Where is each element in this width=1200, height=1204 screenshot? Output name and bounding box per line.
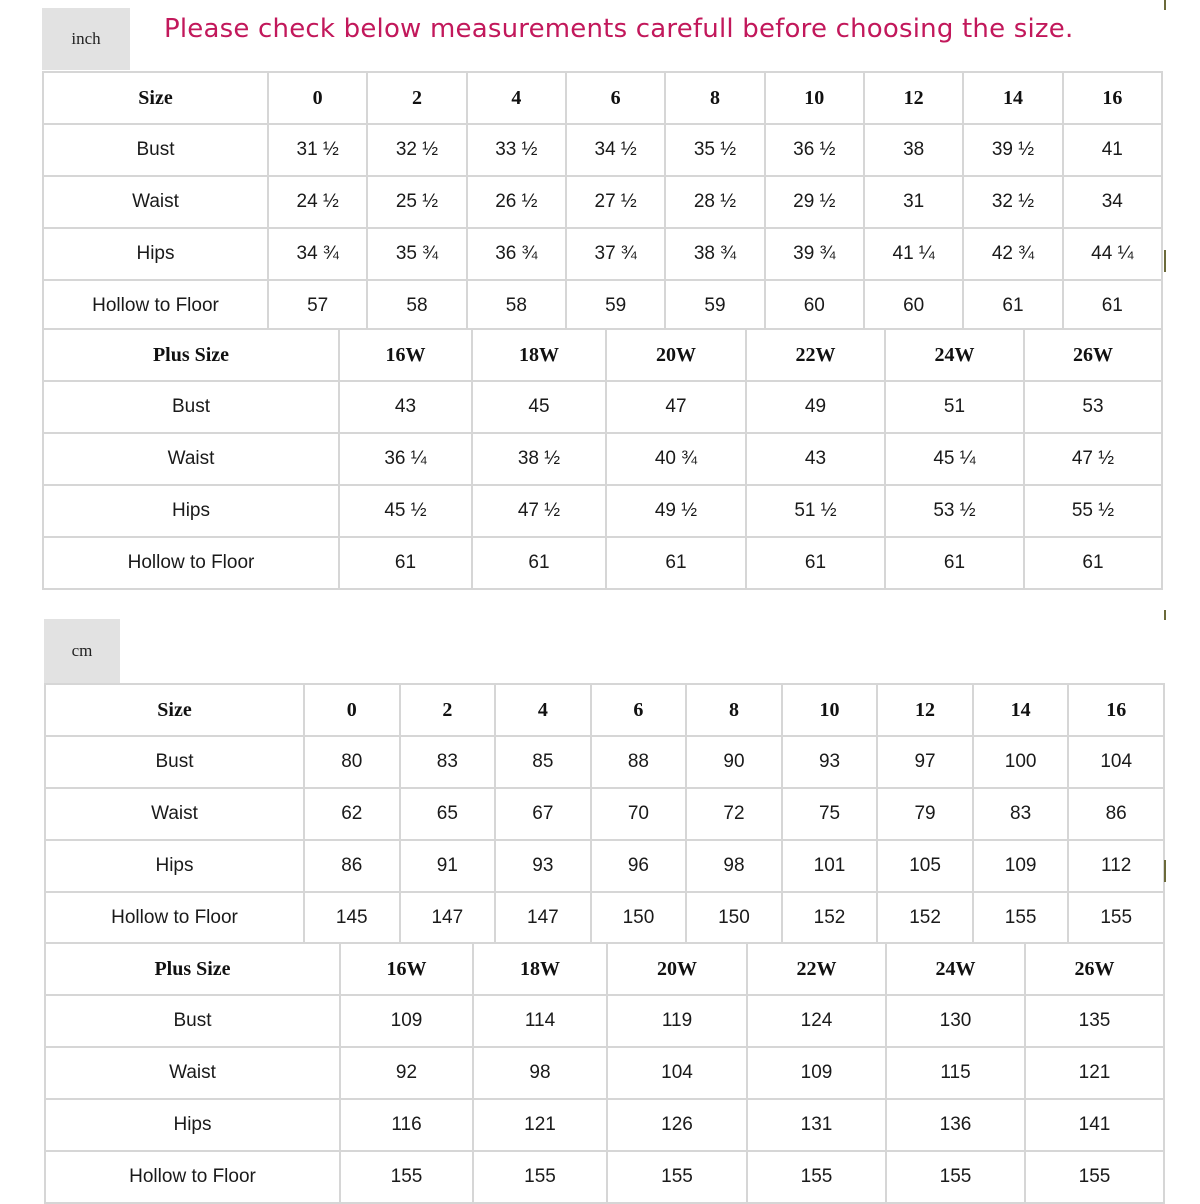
measurement-value: 51 bbox=[885, 381, 1024, 433]
measurement-value: 45 bbox=[472, 381, 606, 433]
inch-size-table bbox=[42, 71, 1163, 333]
measurement-value: 65 bbox=[400, 788, 496, 840]
table-row bbox=[43, 433, 1162, 485]
measurement-value: 55 ½ bbox=[1024, 485, 1162, 537]
measurement-value: 36 ¾ bbox=[467, 228, 566, 280]
measurement-value: 152 bbox=[782, 892, 878, 944]
size-header-cell: 20W bbox=[606, 329, 746, 381]
cm-size-table bbox=[44, 683, 1165, 945]
measurement-value: 75 bbox=[782, 788, 878, 840]
table-row bbox=[43, 280, 1162, 332]
inch-plus-size-table bbox=[42, 328, 1163, 590]
measurement-value: 147 bbox=[400, 892, 496, 944]
size-header-cell: 16 bbox=[1068, 684, 1164, 736]
measurement-value: 124 bbox=[747, 995, 886, 1047]
measurement-value: 34 ¾ bbox=[268, 228, 367, 280]
measurement-value: 43 bbox=[339, 381, 472, 433]
table-row bbox=[45, 788, 1164, 840]
measurement-value: 155 bbox=[1025, 1151, 1164, 1203]
measurement-value: 85 bbox=[495, 736, 591, 788]
measurement-value: 91 bbox=[400, 840, 496, 892]
measurement-value: 101 bbox=[782, 840, 878, 892]
measurement-value: 61 bbox=[606, 537, 746, 589]
table-row bbox=[43, 228, 1162, 280]
measurement-label: Waist bbox=[43, 176, 268, 228]
measurement-value: 31 ½ bbox=[268, 124, 367, 176]
measurement-value: 155 bbox=[473, 1151, 607, 1203]
measurement-value: 109 bbox=[747, 1047, 886, 1099]
measurement-value: 61 bbox=[963, 280, 1062, 332]
header-row bbox=[45, 684, 1164, 736]
size-header-cell: 8 bbox=[665, 72, 764, 124]
measurement-value: 92 bbox=[340, 1047, 473, 1099]
measurement-value: 61 bbox=[885, 537, 1024, 589]
measurement-value: 35 ¾ bbox=[367, 228, 466, 280]
size-header-cell: 2 bbox=[367, 72, 466, 124]
measurement-value: 58 bbox=[367, 280, 466, 332]
table-row bbox=[43, 176, 1162, 228]
measurement-value: 35 ½ bbox=[665, 124, 764, 176]
measurement-value: 39 ¾ bbox=[765, 228, 864, 280]
measurement-label: Hollow to Floor bbox=[45, 1151, 340, 1203]
measurement-label: Waist bbox=[45, 788, 304, 840]
header-row bbox=[45, 943, 1164, 995]
measurement-value: 34 ½ bbox=[566, 124, 665, 176]
measurement-value: 57 bbox=[268, 280, 367, 332]
measurement-value: 44 ¼ bbox=[1063, 228, 1162, 280]
measurement-value: 60 bbox=[765, 280, 864, 332]
measurement-value: 135 bbox=[1025, 995, 1164, 1047]
size-header-cell: 24W bbox=[885, 329, 1024, 381]
measurement-value: 104 bbox=[1068, 736, 1164, 788]
measurement-value: 130 bbox=[886, 995, 1025, 1047]
size-header-cell: 18W bbox=[472, 329, 606, 381]
size-header-cell: 10 bbox=[782, 684, 878, 736]
edge-marker bbox=[1164, 250, 1166, 272]
measurement-value: 25 ½ bbox=[367, 176, 466, 228]
measurement-value: 45 ½ bbox=[339, 485, 472, 537]
measurement-label: Hips bbox=[45, 840, 304, 892]
size-header-cell: 22W bbox=[747, 943, 886, 995]
measurement-label: Hips bbox=[43, 228, 268, 280]
unit-tab-inch: inch bbox=[42, 8, 130, 70]
measurement-value: 155 bbox=[973, 892, 1069, 944]
measurement-value: 61 bbox=[1024, 537, 1162, 589]
measurement-value: 37 ¾ bbox=[566, 228, 665, 280]
table-row bbox=[43, 485, 1162, 537]
measurement-label: Bust bbox=[43, 124, 268, 176]
measurement-value: 62 bbox=[304, 788, 400, 840]
size-header-cell: 0 bbox=[268, 72, 367, 124]
size-header-cell: 16W bbox=[340, 943, 473, 995]
measurement-value: 45 ¼ bbox=[885, 433, 1024, 485]
unit-tab-cm: cm bbox=[44, 619, 120, 683]
size-header-cell: 22W bbox=[746, 329, 885, 381]
measurement-value: 155 bbox=[607, 1151, 747, 1203]
measurement-value: 36 ½ bbox=[765, 124, 864, 176]
measurement-label: Bust bbox=[43, 381, 339, 433]
measurement-value: 47 bbox=[606, 381, 746, 433]
measurement-value: 61 bbox=[746, 537, 885, 589]
measurement-value: 32 ½ bbox=[963, 176, 1062, 228]
measurement-value: 36 ¼ bbox=[339, 433, 472, 485]
measurement-value: 58 bbox=[467, 280, 566, 332]
measurement-value: 86 bbox=[304, 840, 400, 892]
measurement-value: 98 bbox=[686, 840, 782, 892]
measurement-value: 27 ½ bbox=[566, 176, 665, 228]
measurement-value: 136 bbox=[886, 1099, 1025, 1151]
measurement-value: 109 bbox=[973, 840, 1069, 892]
measurement-value: 112 bbox=[1068, 840, 1164, 892]
size-header-cell: 4 bbox=[495, 684, 591, 736]
size-header-cell: 8 bbox=[686, 684, 782, 736]
measurement-value: 88 bbox=[591, 736, 687, 788]
measurement-value: 116 bbox=[340, 1099, 473, 1151]
table-row bbox=[45, 1099, 1164, 1151]
measurement-value: 34 bbox=[1063, 176, 1162, 228]
measurement-value: 61 bbox=[339, 537, 472, 589]
measurement-value: 24 ½ bbox=[268, 176, 367, 228]
measurement-value: 59 bbox=[665, 280, 764, 332]
header-label-cell: Size bbox=[45, 684, 304, 736]
measurement-value: 29 ½ bbox=[765, 176, 864, 228]
size-header-cell: 26W bbox=[1024, 329, 1162, 381]
measurement-value: 105 bbox=[877, 840, 973, 892]
cm-plus-size-table bbox=[44, 942, 1165, 1204]
table-row bbox=[45, 995, 1164, 1047]
measurement-label: Hollow to Floor bbox=[43, 280, 268, 332]
table-row bbox=[43, 537, 1162, 589]
measurement-value: 93 bbox=[495, 840, 591, 892]
measurement-value: 115 bbox=[886, 1047, 1025, 1099]
measurement-label: Hollow to Floor bbox=[45, 892, 304, 944]
edge-marker bbox=[1164, 0, 1166, 10]
measurement-value: 61 bbox=[472, 537, 606, 589]
measurement-value: 150 bbox=[591, 892, 687, 944]
measurement-value: 98 bbox=[473, 1047, 607, 1099]
measurement-value: 40 ¾ bbox=[606, 433, 746, 485]
measurement-value: 70 bbox=[591, 788, 687, 840]
measurement-value: 51 ½ bbox=[746, 485, 885, 537]
header-label-cell: Plus Size bbox=[45, 943, 340, 995]
size-header-cell: 16W bbox=[339, 329, 472, 381]
measurement-label: Hollow to Floor bbox=[43, 537, 339, 589]
measurement-value: 38 bbox=[864, 124, 963, 176]
measurement-value: 60 bbox=[864, 280, 963, 332]
measurement-value: 32 ½ bbox=[367, 124, 466, 176]
measurement-label: Waist bbox=[43, 433, 339, 485]
measurement-value: 93 bbox=[782, 736, 878, 788]
measurement-value: 150 bbox=[686, 892, 782, 944]
measurement-value: 147 bbox=[495, 892, 591, 944]
measurement-value: 126 bbox=[607, 1099, 747, 1151]
measurement-value: 155 bbox=[886, 1151, 1025, 1203]
size-header-cell: 12 bbox=[864, 72, 963, 124]
size-header-cell: 0 bbox=[304, 684, 400, 736]
measurement-label: Bust bbox=[45, 736, 304, 788]
measurement-value: 26 ½ bbox=[467, 176, 566, 228]
table-row bbox=[45, 1047, 1164, 1099]
measurement-value: 90 bbox=[686, 736, 782, 788]
measurement-label: Bust bbox=[45, 995, 340, 1047]
measurement-value: 42 ¾ bbox=[963, 228, 1062, 280]
size-notice: Please check below measurements carefull before choosing the size. bbox=[164, 14, 1074, 44]
measurement-value: 83 bbox=[400, 736, 496, 788]
measurement-value: 53 ½ bbox=[885, 485, 1024, 537]
size-header-cell: 24W bbox=[886, 943, 1025, 995]
header-label-cell: Size bbox=[43, 72, 268, 124]
measurement-value: 28 ½ bbox=[665, 176, 764, 228]
measurement-value: 43 bbox=[746, 433, 885, 485]
table-row bbox=[45, 1151, 1164, 1203]
measurement-label: Waist bbox=[45, 1047, 340, 1099]
edge-marker bbox=[1164, 610, 1166, 620]
size-header-cell: 6 bbox=[566, 72, 665, 124]
size-header-cell: 2 bbox=[400, 684, 496, 736]
size-header-cell: 14 bbox=[973, 684, 1069, 736]
size-header-cell: 18W bbox=[473, 943, 607, 995]
measurement-value: 121 bbox=[1025, 1047, 1164, 1099]
measurement-value: 155 bbox=[340, 1151, 473, 1203]
size-header-cell: 26W bbox=[1025, 943, 1164, 995]
measurement-value: 114 bbox=[473, 995, 607, 1047]
measurement-value: 121 bbox=[473, 1099, 607, 1151]
measurement-value: 83 bbox=[973, 788, 1069, 840]
size-header-cell: 4 bbox=[467, 72, 566, 124]
measurement-value: 41 bbox=[1063, 124, 1162, 176]
table-row bbox=[45, 892, 1164, 944]
table-row bbox=[45, 840, 1164, 892]
measurement-value: 104 bbox=[607, 1047, 747, 1099]
size-header-cell: 16 bbox=[1063, 72, 1162, 124]
header-label-cell: Plus Size bbox=[43, 329, 339, 381]
measurement-value: 155 bbox=[1068, 892, 1164, 944]
measurement-value: 119 bbox=[607, 995, 747, 1047]
measurement-value: 131 bbox=[747, 1099, 886, 1151]
edge-marker bbox=[1164, 860, 1166, 882]
measurement-value: 47 ½ bbox=[472, 485, 606, 537]
size-header-cell: 10 bbox=[765, 72, 864, 124]
measurement-value: 49 bbox=[746, 381, 885, 433]
measurement-value: 61 bbox=[1063, 280, 1162, 332]
size-header-cell: 14 bbox=[963, 72, 1062, 124]
measurement-value: 47 ½ bbox=[1024, 433, 1162, 485]
measurement-value: 31 bbox=[864, 176, 963, 228]
size-header-cell: 20W bbox=[607, 943, 747, 995]
table-row bbox=[43, 124, 1162, 176]
measurement-value: 72 bbox=[686, 788, 782, 840]
size-header-cell: 12 bbox=[877, 684, 973, 736]
size-header-cell: 6 bbox=[591, 684, 687, 736]
measurement-value: 145 bbox=[304, 892, 400, 944]
measurement-value: 152 bbox=[877, 892, 973, 944]
measurement-value: 96 bbox=[591, 840, 687, 892]
measurement-value: 86 bbox=[1068, 788, 1164, 840]
measurement-value: 39 ½ bbox=[963, 124, 1062, 176]
header-row bbox=[43, 72, 1162, 124]
measurement-value: 155 bbox=[747, 1151, 886, 1203]
measurement-value: 38 ¾ bbox=[665, 228, 764, 280]
measurement-value: 109 bbox=[340, 995, 473, 1047]
measurement-value: 59 bbox=[566, 280, 665, 332]
measurement-value: 49 ½ bbox=[606, 485, 746, 537]
measurement-label: Hips bbox=[43, 485, 339, 537]
measurement-value: 33 ½ bbox=[467, 124, 566, 176]
measurement-value: 79 bbox=[877, 788, 973, 840]
measurement-value: 38 ½ bbox=[472, 433, 606, 485]
measurement-value: 53 bbox=[1024, 381, 1162, 433]
measurement-value: 80 bbox=[304, 736, 400, 788]
measurement-label: Hips bbox=[45, 1099, 340, 1151]
table-row bbox=[43, 381, 1162, 433]
measurement-value: 41 ¼ bbox=[864, 228, 963, 280]
measurement-value: 141 bbox=[1025, 1099, 1164, 1151]
measurement-value: 100 bbox=[973, 736, 1069, 788]
header-row bbox=[43, 329, 1162, 381]
table-row bbox=[45, 736, 1164, 788]
measurement-value: 97 bbox=[877, 736, 973, 788]
measurement-value: 67 bbox=[495, 788, 591, 840]
